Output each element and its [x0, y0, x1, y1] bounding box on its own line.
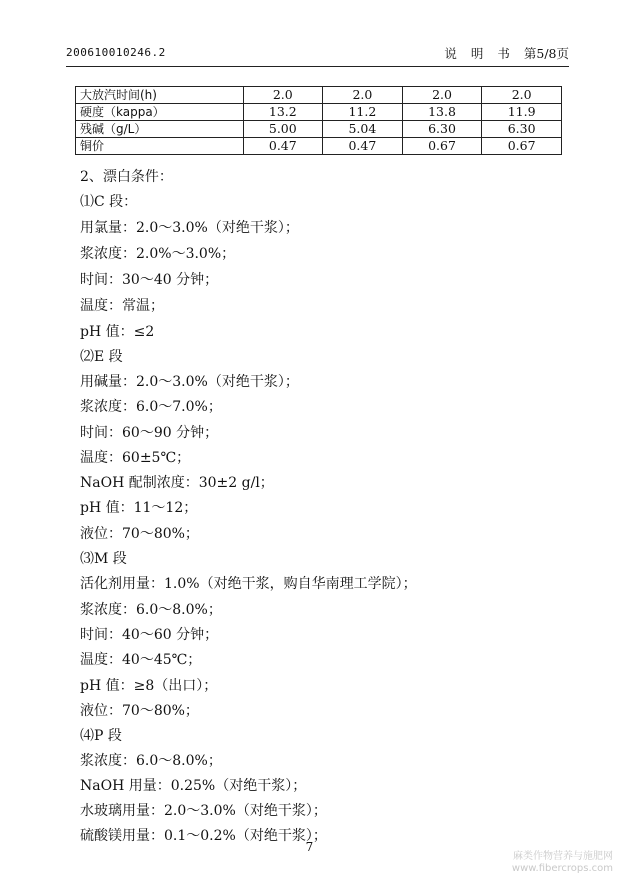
text-line: pH 值：≥8（出口）； [80, 678, 218, 694]
row-label: 铜价 [76, 138, 244, 155]
table-row [76, 104, 562, 121]
subsection-heading: ⑴C 段： [80, 194, 138, 210]
table-cell: 0.67 [482, 138, 562, 155]
header-title-part: 书 [497, 46, 510, 61]
text-line: 浆浓度：6.0～8.0%； [80, 602, 222, 618]
results-table [75, 86, 562, 155]
subsection-heading: ⑶M 段 [80, 551, 127, 567]
page-header [66, 42, 569, 64]
subsection-heading: ⑷P 段 [80, 728, 122, 744]
header-title [434, 44, 569, 62]
text-line: 浆浓度：6.0～8.0%； [80, 753, 222, 769]
subsection-heading: ⑵E 段 [80, 349, 123, 365]
text-line: 时间：40～60 分钟； [80, 627, 219, 643]
text-line: 浆浓度：2.0%～3.0%； [80, 246, 236, 262]
page-number: 7 [305, 840, 314, 854]
table-cell: 11.2 [323, 104, 403, 121]
text-line: NaOH 用量：0.25%（对绝干浆）； [80, 778, 307, 794]
table-cell: 5.00 [243, 121, 323, 138]
text-line: 液位：70～80%； [80, 526, 199, 542]
table-cell: 0.47 [243, 138, 323, 155]
table-cell: 0.67 [402, 138, 482, 155]
text-line: 液位：70～80%； [80, 703, 199, 719]
document-number: 200610010246.2 [66, 46, 166, 59]
table-cell: 2.0 [243, 87, 323, 104]
header-rule [66, 66, 569, 67]
section-heading: 2、漂白条件： [80, 169, 173, 185]
text-line: 硫酸镁用量：0.1～0.2%（对绝干浆）； [80, 828, 327, 844]
table-cell: 6.30 [402, 121, 482, 138]
text-line: 浆浓度：6.0～7.0%； [80, 399, 222, 415]
text-line: 时间：60～90 分钟； [80, 425, 219, 441]
table-cell: 2.0 [402, 87, 482, 104]
row-label: 大放汽时间(h) [76, 87, 244, 104]
row-label: 硬度（kappa） [76, 104, 244, 121]
table-cell: 5.04 [323, 121, 403, 138]
table-cell: 6.30 [482, 121, 562, 138]
text-line: 活化剂用量：1.0%（对绝干浆，购自华南理工学院）； [80, 576, 417, 592]
table-cell: 11.9 [482, 104, 562, 121]
row-label: 残碱（g/L） [76, 121, 244, 138]
text-line: 时间：30～40 分钟； [80, 272, 219, 288]
table-cell: 2.0 [482, 87, 562, 104]
text-line: 用碱量：2.0～3.0%（对绝干浆）； [80, 374, 299, 390]
table-cell: 13.8 [402, 104, 482, 121]
text-line: 用氯量：2.0～3.0%（对绝干浆）； [80, 220, 299, 236]
watermark-line: 麻类作物营养与施肥网 [513, 851, 613, 862]
text-line: 温度：常温； [80, 298, 164, 314]
table-row [76, 121, 562, 138]
text-line: pH 值：≤2 [80, 324, 155, 340]
text-line: 温度：40～45℃； [80, 652, 202, 668]
header-page-of: 第5/8页 [523, 46, 569, 61]
table-cell: 13.2 [243, 104, 323, 121]
table-cell: 0.47 [323, 138, 403, 155]
table-row [76, 138, 562, 155]
text-line: 温度：60±5℃； [80, 450, 191, 466]
header-title-part: 明 [470, 46, 484, 61]
table-row [76, 87, 562, 104]
text-line: 水玻璃用量：2.0～3.0%（对绝干浆）； [80, 803, 327, 819]
header-title-part: 说 [444, 46, 457, 61]
text-line: NaOH 配制浓度：30±2 g/l； [80, 475, 274, 491]
site-watermark [512, 851, 613, 875]
watermark-line: www.fibercrops.com [511, 863, 613, 874]
table-cell: 2.0 [323, 87, 403, 104]
text-line: pH 值：11～12； [80, 500, 198, 516]
